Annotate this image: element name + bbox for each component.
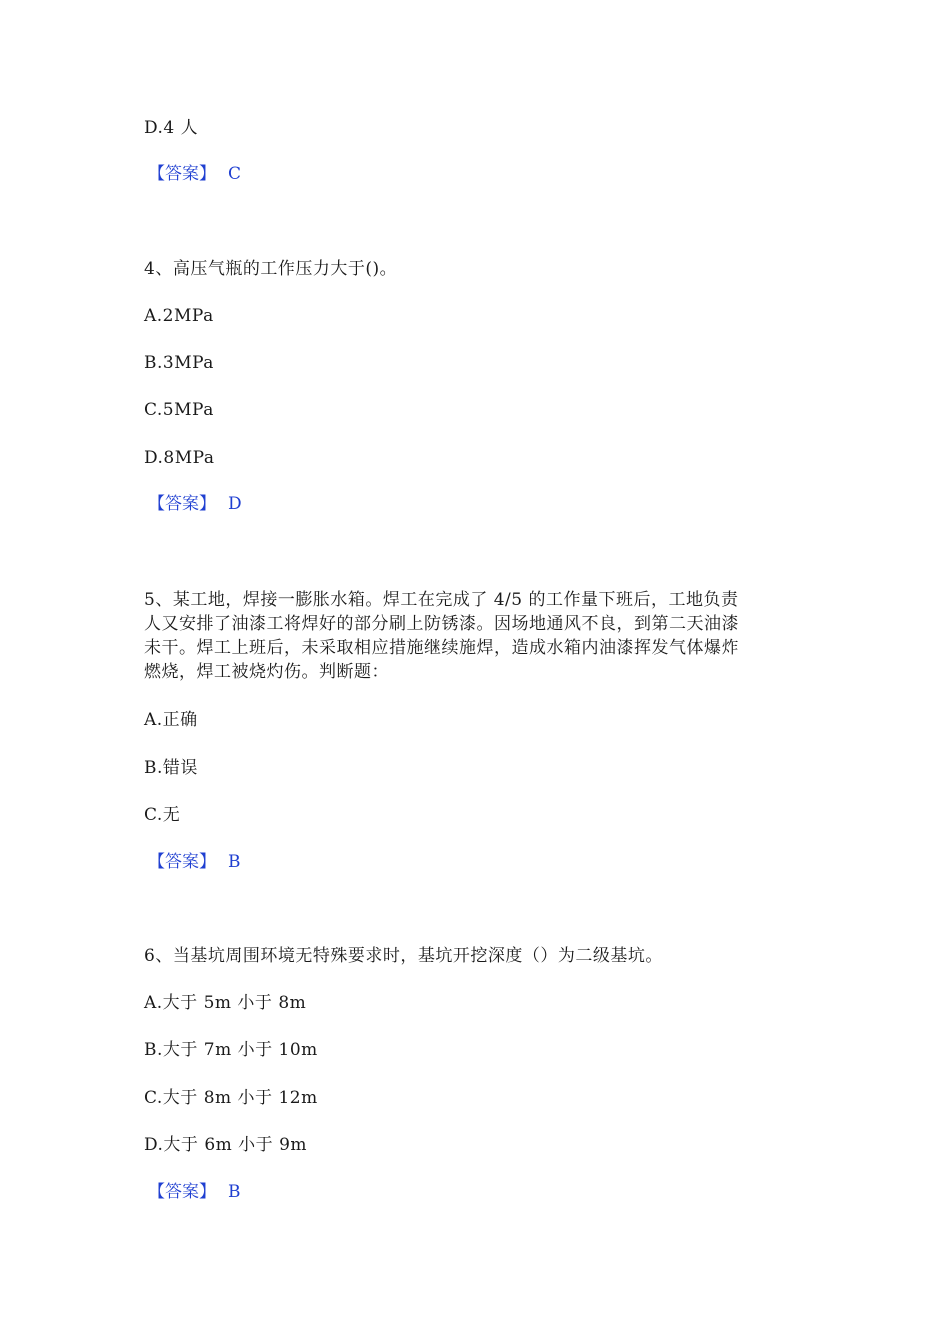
option-c: C.大于 8m 小于 12m [144, 1088, 318, 1108]
option-c: C.无 [144, 805, 181, 825]
option-a: A.大于 5m 小于 8m [144, 993, 307, 1013]
question-6: 6、当基坑周围环境无特殊要求时，基坑开挖深度（）为二级基坑。 [144, 946, 663, 966]
question-line: 人又安排了油漆工将焊好的部分刷上防锈漆。因场地通风不良，到第二天油漆 [144, 614, 739, 634]
answer-label: 【答案】 [148, 494, 216, 514]
answer-value: B [228, 852, 241, 872]
answer-value: B [228, 1182, 241, 1202]
option-c: C.5MPa [144, 400, 214, 420]
answer-value: D [228, 494, 242, 514]
question-line: 燃烧，焊工被烧灼伤。判断题： [144, 662, 389, 682]
option-b: B.错误 [144, 758, 198, 778]
option-a: A.正确 [144, 710, 198, 730]
answer-label: 【答案】 [148, 852, 216, 872]
option-d: D.8MPa [144, 448, 215, 468]
answer-label: 【答案】 [148, 164, 216, 184]
option-d: D.4 人 [144, 118, 199, 138]
question-line: 5、某工地，焊接一膨胀水箱。焊工在完成了 4/5 的工作量下班后，工地负责 [144, 590, 739, 610]
question-4: 4、高压气瓶的工作压力大于()。 [144, 259, 398, 279]
option-d: D.大于 6m 小于 9m [144, 1135, 308, 1155]
question-line: 未干。焊工上班后，未采取相应措施继续施焊，造成水箱内油漆挥发气体爆炸 [144, 638, 739, 658]
option-b: B.3MPa [144, 353, 214, 373]
option-b: B.大于 7m 小于 10m [144, 1040, 318, 1060]
answer-value: C [228, 164, 242, 184]
option-a: A.2MPa [144, 306, 214, 326]
answer-label: 【答案】 [148, 1182, 216, 1202]
